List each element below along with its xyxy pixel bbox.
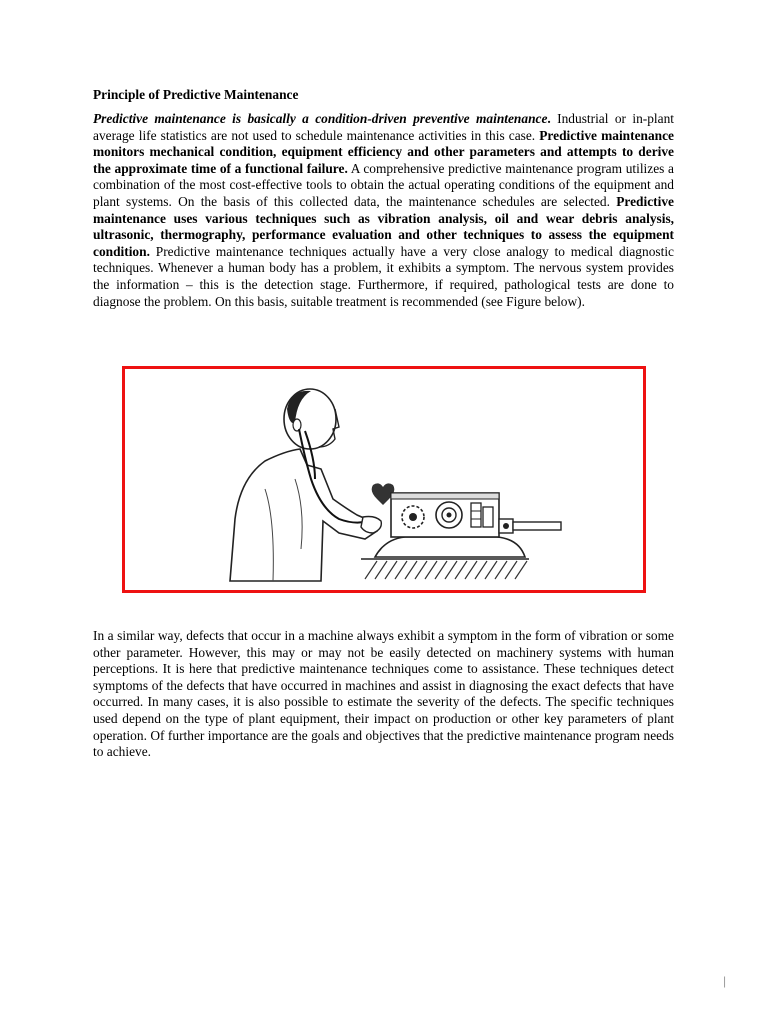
paragraph-1 [93,111,674,310]
document-body [93,86,674,310]
emphasis-techniques: Predictive maintenance uses various techniques such as vibration analysis, oil and wear debris analysis, ultrasonic, thermography, performance evaluation and other techniques to assess the equipment condition. [93,193,674,259]
text-run: Industrial or in-plant average life statistics are not used to schedule maintenance activities in this case. [93,111,675,143]
page-marker: | [723,974,727,988]
paragraph-2: In a similar way, defects that occur in a machine always exhibit a symptom in the form of vibration or some other parameter. However, this may or may not be easily detected on machinery systems with human perceptions. It is here that predictive maintenance techniques come to assistance. These techniques detect symptoms of the defects that have occurred in machines and assist in diagnosing the exact defects that have occurred. In many cases, it is also possible to estimate the severity of the defects. The specific techniques used depend on the type of plant equipment, their impact on production or other key parameters of plant operation. Of further importance are the goals and objectives that the predictive maintenance program needs to achieve. [93,628,674,760]
text-run: A comprehensive predictive maintenance program utilizes a combination of the most cost-effective tools to obtain the actual operating conditions of the equipment and plant systems. On the basis of this collected data, the maintenance schedules are selected. [93,160,674,209]
text-run: Predictive maintenance techniques actually have a very close analogy to medical diagnostic techniques. Whenever a human body has a problem, it exhibits a symptom. The nervous system provides the information – this is the detection stage. Furthermore, if required, pathological tests are done to diagnose the problem. On this basis, suitable treatment is recommended (see Figure below). [93,243,674,309]
figure-doctor-machine [122,366,646,593]
emphasis-period: . [547,111,551,126]
emphasis-monitoring: Predictive maintenance monitors mechanical condition, equipment efficiency and other parameters and attempts to derive the approximate time of a functional failure. [93,127,674,176]
document-body-continued [93,628,674,761]
doctor-diagnosing-machine-illustration [125,369,643,590]
section-heading: Principle of Predictive Maintenance [93,87,299,102]
emphasis-definition: Predictive maintenance is basically a condition-driven preventive maintenance [93,111,548,126]
